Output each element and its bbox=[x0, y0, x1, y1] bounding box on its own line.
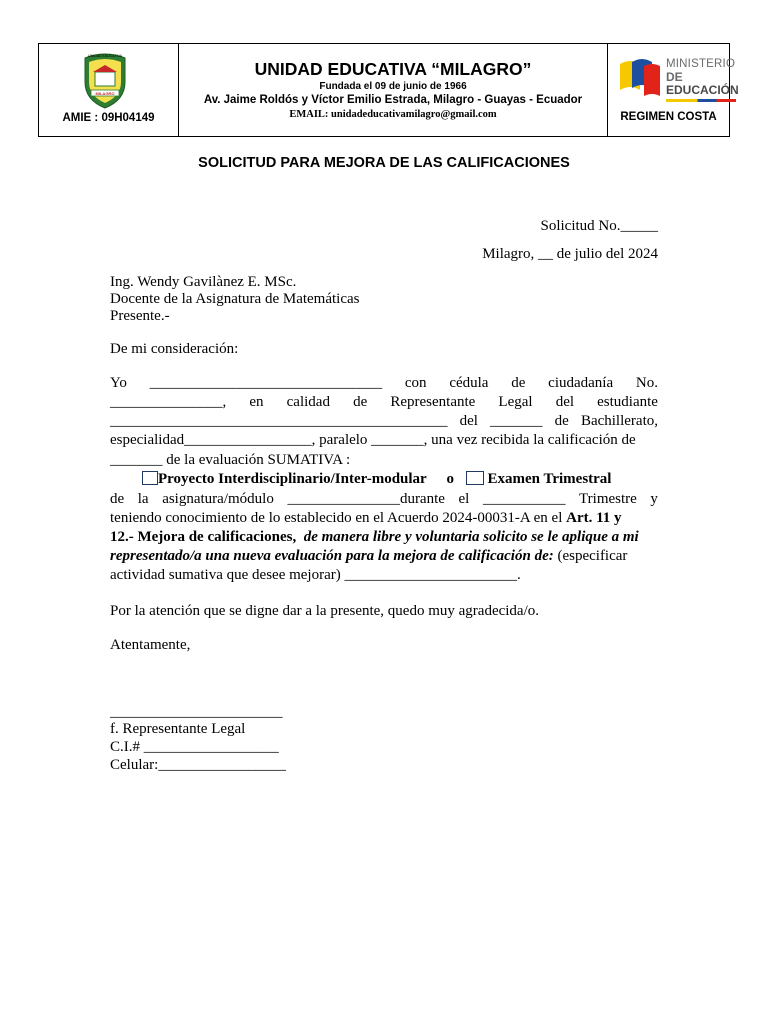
signature-ci: C.I.# __________________ bbox=[110, 739, 279, 755]
word: la bbox=[137, 491, 149, 507]
word: de bbox=[110, 491, 125, 507]
word: con bbox=[404, 375, 427, 391]
evaluation-options bbox=[142, 470, 611, 488]
body-line-10 bbox=[110, 547, 627, 565]
word: del bbox=[555, 394, 575, 410]
blank-subject: _______________durante bbox=[287, 491, 445, 507]
word: No. bbox=[635, 375, 658, 391]
agreement-text: teniendo conocimiento de lo establecido en el Acuerdo 2024-00031-A en el bbox=[110, 510, 567, 526]
word: Legal bbox=[498, 394, 533, 410]
option-exam-label: Examen Trimestral bbox=[487, 471, 612, 487]
blank-student: _____________________________________________ bbox=[110, 413, 448, 429]
letter-date: Milagro, __ de julio del 2024 bbox=[482, 246, 658, 262]
founded-date: Fundada el 09 de junio de 1966 bbox=[319, 81, 467, 92]
body-line-3 bbox=[110, 412, 658, 430]
body-line-4: especialidad_________________, paralelo _______, una vez recibida la calificación de bbox=[110, 432, 636, 448]
body-line-1 bbox=[110, 374, 658, 392]
ministry-de: DE bbox=[666, 70, 683, 84]
word: estudiante bbox=[597, 394, 658, 410]
signature-name: f. Representante Legal bbox=[110, 721, 246, 737]
word: cédula bbox=[449, 375, 489, 391]
body-line-5: _______ de la evaluación SUMATIVA : bbox=[110, 452, 351, 468]
word: Trimestre bbox=[579, 491, 637, 507]
specify-text: (especificar bbox=[553, 548, 628, 564]
checkbox-exam[interactable] bbox=[466, 471, 484, 485]
school-address: Av. Jaime Roldós y Víctor Emilio Estrada, Milagro - Guayas - Ecuador bbox=[203, 94, 583, 106]
school-email: EMAIL: unidadeducativamilagro@gmail.com bbox=[289, 109, 497, 120]
option-project-label: Proyecto Interdisciplinario/Inter-modular bbox=[158, 471, 427, 487]
regimen-label: REGIMEN COSTA bbox=[620, 111, 717, 123]
signature-line: _______________________ bbox=[110, 704, 283, 720]
word: ciudadanía bbox=[548, 375, 614, 391]
letterhead bbox=[38, 43, 739, 137]
closing-thanks: Por la atención que se digne dar a la presente, quedo muy agradecida/o. bbox=[110, 603, 540, 619]
addressee-present: Presente.- bbox=[110, 308, 170, 324]
word: calidad bbox=[286, 394, 330, 410]
amie-code: AMIE : 09H04149 bbox=[62, 112, 155, 124]
checkbox-project[interactable] bbox=[142, 471, 158, 485]
letterhead-center-cell bbox=[179, 44, 608, 136]
request-text-cont: representado/a una nueva evaluación para la mejora de calificación de: bbox=[110, 548, 554, 564]
document-title: SOLICITUD PARA MEJORA DE LAS CALIFICACIONES bbox=[198, 155, 570, 171]
school-name: UNIDAD EDUCATIVA “MILAGRO” bbox=[254, 59, 532, 79]
body-line-11: actividad sumativa que desee mejorar) _______________________. bbox=[110, 567, 521, 583]
word: asignatura/módulo bbox=[162, 491, 274, 507]
signature-phone: Celular:_________________ bbox=[110, 757, 286, 773]
article-ref: Art. 11 y bbox=[566, 510, 622, 526]
request-number: Solicitud No._____ bbox=[540, 218, 658, 234]
body-line-9 bbox=[110, 528, 639, 546]
body-line-7 bbox=[110, 490, 658, 508]
body-line-2 bbox=[110, 393, 658, 411]
greeting: De mi consideración: bbox=[110, 341, 239, 357]
option-or: o bbox=[446, 471, 454, 487]
word: de bbox=[554, 413, 569, 429]
closing-sign-off: Atentamente, bbox=[110, 637, 191, 653]
blank-name: _______________________________ bbox=[149, 375, 383, 391]
word: Bachillerato, bbox=[580, 413, 658, 429]
ministry-color-bar bbox=[666, 99, 736, 102]
blank-term: ___________ bbox=[482, 491, 566, 507]
blank-course: _______ bbox=[490, 413, 543, 429]
addressee-role: Docente de la Asignatura de Matemáticas bbox=[110, 291, 360, 307]
article-title: 12.- Mejora de calificaciones, bbox=[110, 529, 297, 545]
letterhead-left-cell bbox=[39, 44, 179, 136]
addressee-name: Ing. Wendy Gavilànez E. MSc. bbox=[110, 274, 297, 290]
word: del bbox=[459, 413, 478, 429]
word: y bbox=[650, 491, 658, 507]
ministry-line2 bbox=[666, 71, 739, 97]
word: de bbox=[511, 375, 526, 391]
school-crest-logo bbox=[79, 48, 131, 110]
word: Yo bbox=[110, 375, 127, 391]
word: Representante bbox=[390, 394, 476, 410]
letterhead-right-cell bbox=[608, 44, 739, 136]
ministry-line1: MINISTERIO bbox=[666, 58, 736, 70]
request-text: de manera libre y voluntaria solicito se le aplique a mi bbox=[303, 529, 639, 545]
crest-banner-text: UNIDAD EDUCATIVA bbox=[88, 54, 122, 58]
body-line-8 bbox=[110, 509, 622, 527]
word: de bbox=[353, 394, 368, 410]
blank-id: _______________, bbox=[110, 394, 227, 410]
ministry-flag-logo bbox=[618, 56, 662, 104]
word: el bbox=[458, 491, 470, 507]
crest-label-text: MILAGRO bbox=[95, 91, 115, 96]
word: en bbox=[249, 394, 264, 410]
ministry-name bbox=[666, 58, 739, 102]
ministry-education: EDUCACIÓN bbox=[666, 83, 739, 97]
